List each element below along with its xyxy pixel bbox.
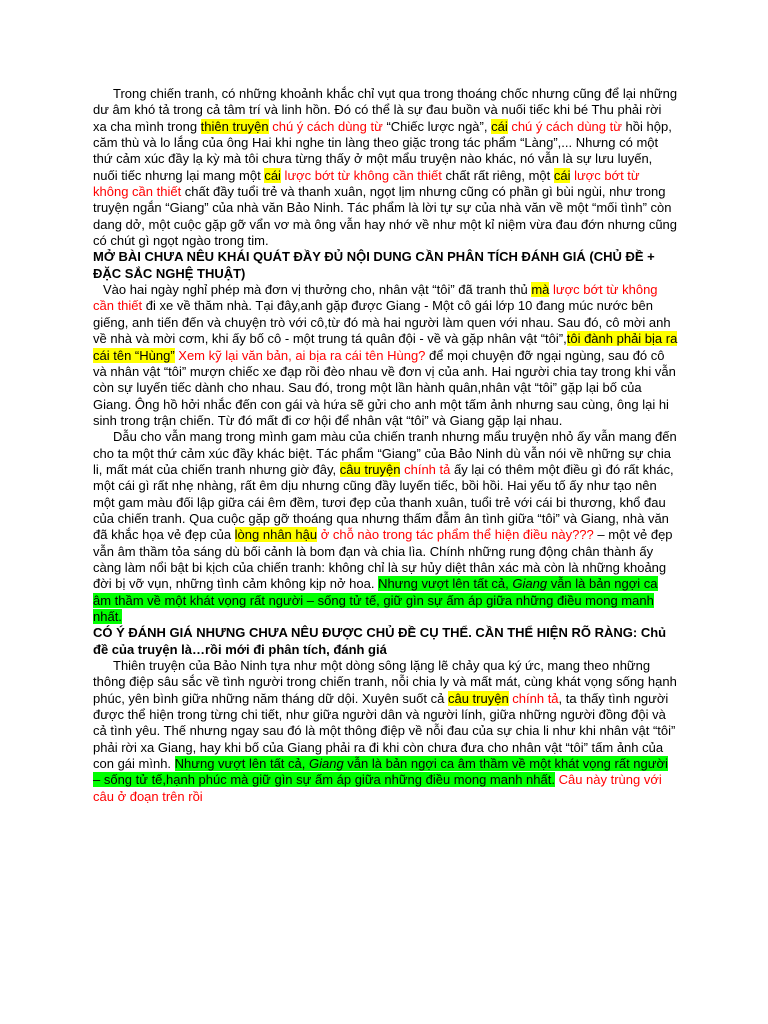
highlight-yellow: mà: [531, 282, 550, 298]
highlight-yellow: câu truyện: [339, 461, 401, 477]
title-italic: Giang: [308, 756, 344, 772]
highlight-yellow: cái: [491, 118, 508, 134]
teacher-comment: Xem kỹ lại văn bản, ai bịa ra cái tên Hùng?: [174, 347, 426, 363]
paragraph-analysis: [93, 429, 678, 625]
teacher-comment: chú ý cách dùng từ: [507, 118, 622, 134]
text-run: vẫn là bản ngợi ca âm thầm về một khát vọng rất người – sống tử tế,hạnh phúc mà giữ gìn sự ấm áp giữa những điều mong manh nhất.: [93, 756, 668, 788]
text-run: Nhưng vượt lên tất cả,: [174, 756, 309, 772]
teacher-comment: lược bớt từ không cần thiết: [93, 282, 658, 314]
paragraph-theme: [93, 658, 678, 805]
text-run: Thiên truyện của Bảo Ninh tựa như một dòng sông lặng lẽ chảy qua ký ức, mang theo những thông điệp sâu sắc về tình người trong chiến tranh, nỗi chia ly và mất mát, cùng khát vọng sống hạnh phúc, yên bình giữa những năm tháng dữ dội. Xuyên suốt cả: [93, 658, 677, 706]
text-run: Trong chiến tranh, có những khoảnh khắc chỉ vụt qua trong thoáng chốc nhưng cũng để lại những dư âm khó tả trong cả tâm trí và linh hồn. Đó có thể là sự đau buồn và nuối tiếc khi bé Thu phải rời xa cha mình trong: [93, 86, 678, 134]
title-italic: Giang: [512, 576, 548, 592]
text-run: Dẫu cho vẫn mang trong mình gam màu của chiến tranh nhưng mẩu truyện nhỏ ấy vẫn mang đến cho ta một thứ cảm xúc đầy khác biệt. Tác phẩm “Giang” của Bảo Ninh dù vẫn nói về những sự chia li, mất mát của chiến tranh nhưng giờ đây,: [93, 429, 677, 477]
teacher-comment: lược bớt từ không cần thiết: [280, 167, 442, 183]
text-run: hồi hộp, căm thù và lo lắng của ông Hai khi nghe tin làng theo giặc trong tác phẩm “Làng”,... Nhưng có một thứ cảm xúc đầy lạ kỳ mà tôi chưa từng thấy ở một mẩu truyện nào khác, nó vẫn là sự lưu luyến, nuối tiếc nhưng lại mang một: [93, 118, 672, 183]
document-page: [93, 86, 678, 805]
text-run: ấy lại có thêm một điều gì đó rất khác, một cái gì rất nhẹ nhàng, rất êm dịu nhưng cũng đầy luyến tiếc, bồi hồi. Hai yếu tố ấy như tạo nên một gam màu đối lập giữa cái êm đềm, tươi đẹp của thanh xuân, tuổi trẻ với cái bi thương, khổ đau của chiến tranh. Qua cuộc gặp gỡ thoáng qua nhưng thấm đẫm ân tình giữa “tôi” và Giang, nhà văn đã khắc họa vẻ đẹp của: [93, 461, 674, 543]
highlight-yellow: cái: [264, 167, 281, 183]
section-heading-2: [93, 625, 678, 658]
text-run: “Chiếc lược ngà”,: [382, 118, 492, 134]
text-run: – một vẻ đẹp vẫn âm thầm tỏa sáng dù bối cảnh là bom đạn và chia lìa. Chính những rung động chân thành ấy càng làm nổi bật bi kịch của chiến tranh: không chỉ là sự hủy diệt thân xác mà còn là những khoảng đời bị vỡ vụn, những tình cảm không kịp nở hoa.: [93, 527, 673, 592]
teacher-comment: chính tả: [508, 690, 559, 706]
teacher-comment: chính tả: [400, 461, 451, 477]
highlight-yellow: cái: [553, 167, 571, 183]
highlight-yellow: câu truyện: [447, 690, 509, 706]
paragraph-summary: [93, 282, 678, 429]
highlight-yellow: tôi đành phải bịa ra cái tên “Hùng”: [93, 331, 678, 363]
text-run: , ta thấy tình người được thể hiện trong từng chi tiết, như giữa người dân và người lính, giữa những người đồng đội và cả tình yêu. Thế nhưng ngay sau đó là một thông điệp về nỗi đau của sự chia li như khi nhân vật “tôi” phải rời xa Giang, hay khi bố của Giang phải ra đi khi còn chưa đưa cho nhân vật “tôi” tấm ảnh của con gái mình.: [93, 690, 676, 772]
heading-text-bold: Chủ đề của truyện là…rồi mới đi phân tích, đánh giá: [93, 625, 667, 657]
text-run: Nhưng vượt lên tất cả,: [378, 576, 513, 592]
text-run: đi xe về thăm nhà. Tại đây,anh gặp được Giang - Một cô gái lớp 10 đang múc nước bên giếng, anh tiến đến và chuyện trò với cô,từ đó mà hai người làm quen với nhau. Sau đó, cô mời anh về nhà và mời cơm, khi ấy bố cô - một trung tá quân đội - về và gặp nhân vật “tôi”,: [93, 298, 671, 347]
highlight-yellow: lòng nhân hậu: [234, 527, 318, 543]
text-run: Vào hai ngày nghỉ phép mà đơn vị thưởng cho, nhân vật “tôi” đã tranh thủ: [103, 282, 532, 298]
paragraph-intro: [93, 86, 678, 249]
teacher-comment: ở chỗ nào trong tác phẩm thể hiện điều này???: [317, 527, 594, 543]
teacher-comment: lược bớt từ không cần thiết: [93, 167, 640, 200]
text-run: vẫn là bản ngợi ca âm thầm về một khát vọng rất người – sống tử tế, giữ gìn sự ấm áp giữa những điều mong manh nhất.: [93, 576, 658, 624]
highlight-yellow: thiên truyện: [200, 118, 269, 134]
heading-text: CÓ Ý ĐÁNH GIÁ NHƯNG CHƯA NÊU ĐƯỢC CHỦ ĐỀ CỤ THỂ. CẦN THỂ HIỆN RÕ RÀNG:: [93, 625, 641, 641]
text-run: để mọi chuyện đỡ ngại ngùng, sau đó cô và nhân vật “tôi” mượn chiếc xe đạp rồi đèo nhau về đơn vị của anh. Hai người chia tay trong khi vẫn còn sự luyến tiếc dành cho nhau. Sau đó, trong một lần hành quân,nhân vật “tôi” gặp lại bố của Giang. Ông hồ hởi nhắc đến con gái và hứa sẽ gửi cho anh một tấm ảnh nhưng sau cùng, ông lại hi sinh trong trận chiến. Từ đó mất đi cơ hội để nhân vật “tôi” và Giang gặp lại nhau.: [93, 347, 676, 428]
teacher-comment: chú ý cách dùng từ: [268, 118, 383, 134]
text-run: chất đầy tuổi trẻ và thanh xuân, ngọt lịm nhưng cũng có phần gì bùi ngùi, như trong truyện ngắn “Giang” của nhà văn Bảo Ninh. Tác phẩm là lời tự sự của nhà văn về một “mối tình” còn dang dở, một cuộc gặp gỡ vẩn vơ mà ông vẫn hay nhớ về như một kỉ niệm vừa đau đớn nhưng cũng có chút gì ngọt ngào trong tim.: [93, 184, 678, 249]
teacher-comment: Câu này trùng với câu ở đoạn trên rồi: [93, 772, 662, 804]
section-heading: MỞ BÀI CHƯA NÊU KHÁI QUÁT ĐẦY ĐỦ NỘI DUNG CẦN PHÂN TÍCH ĐÁNH GIÁ (CHỦ ĐỀ + ĐẶC SẮC NGHỆ THUẬT): [93, 249, 655, 281]
text-run: chất rất riêng, một: [441, 167, 554, 183]
